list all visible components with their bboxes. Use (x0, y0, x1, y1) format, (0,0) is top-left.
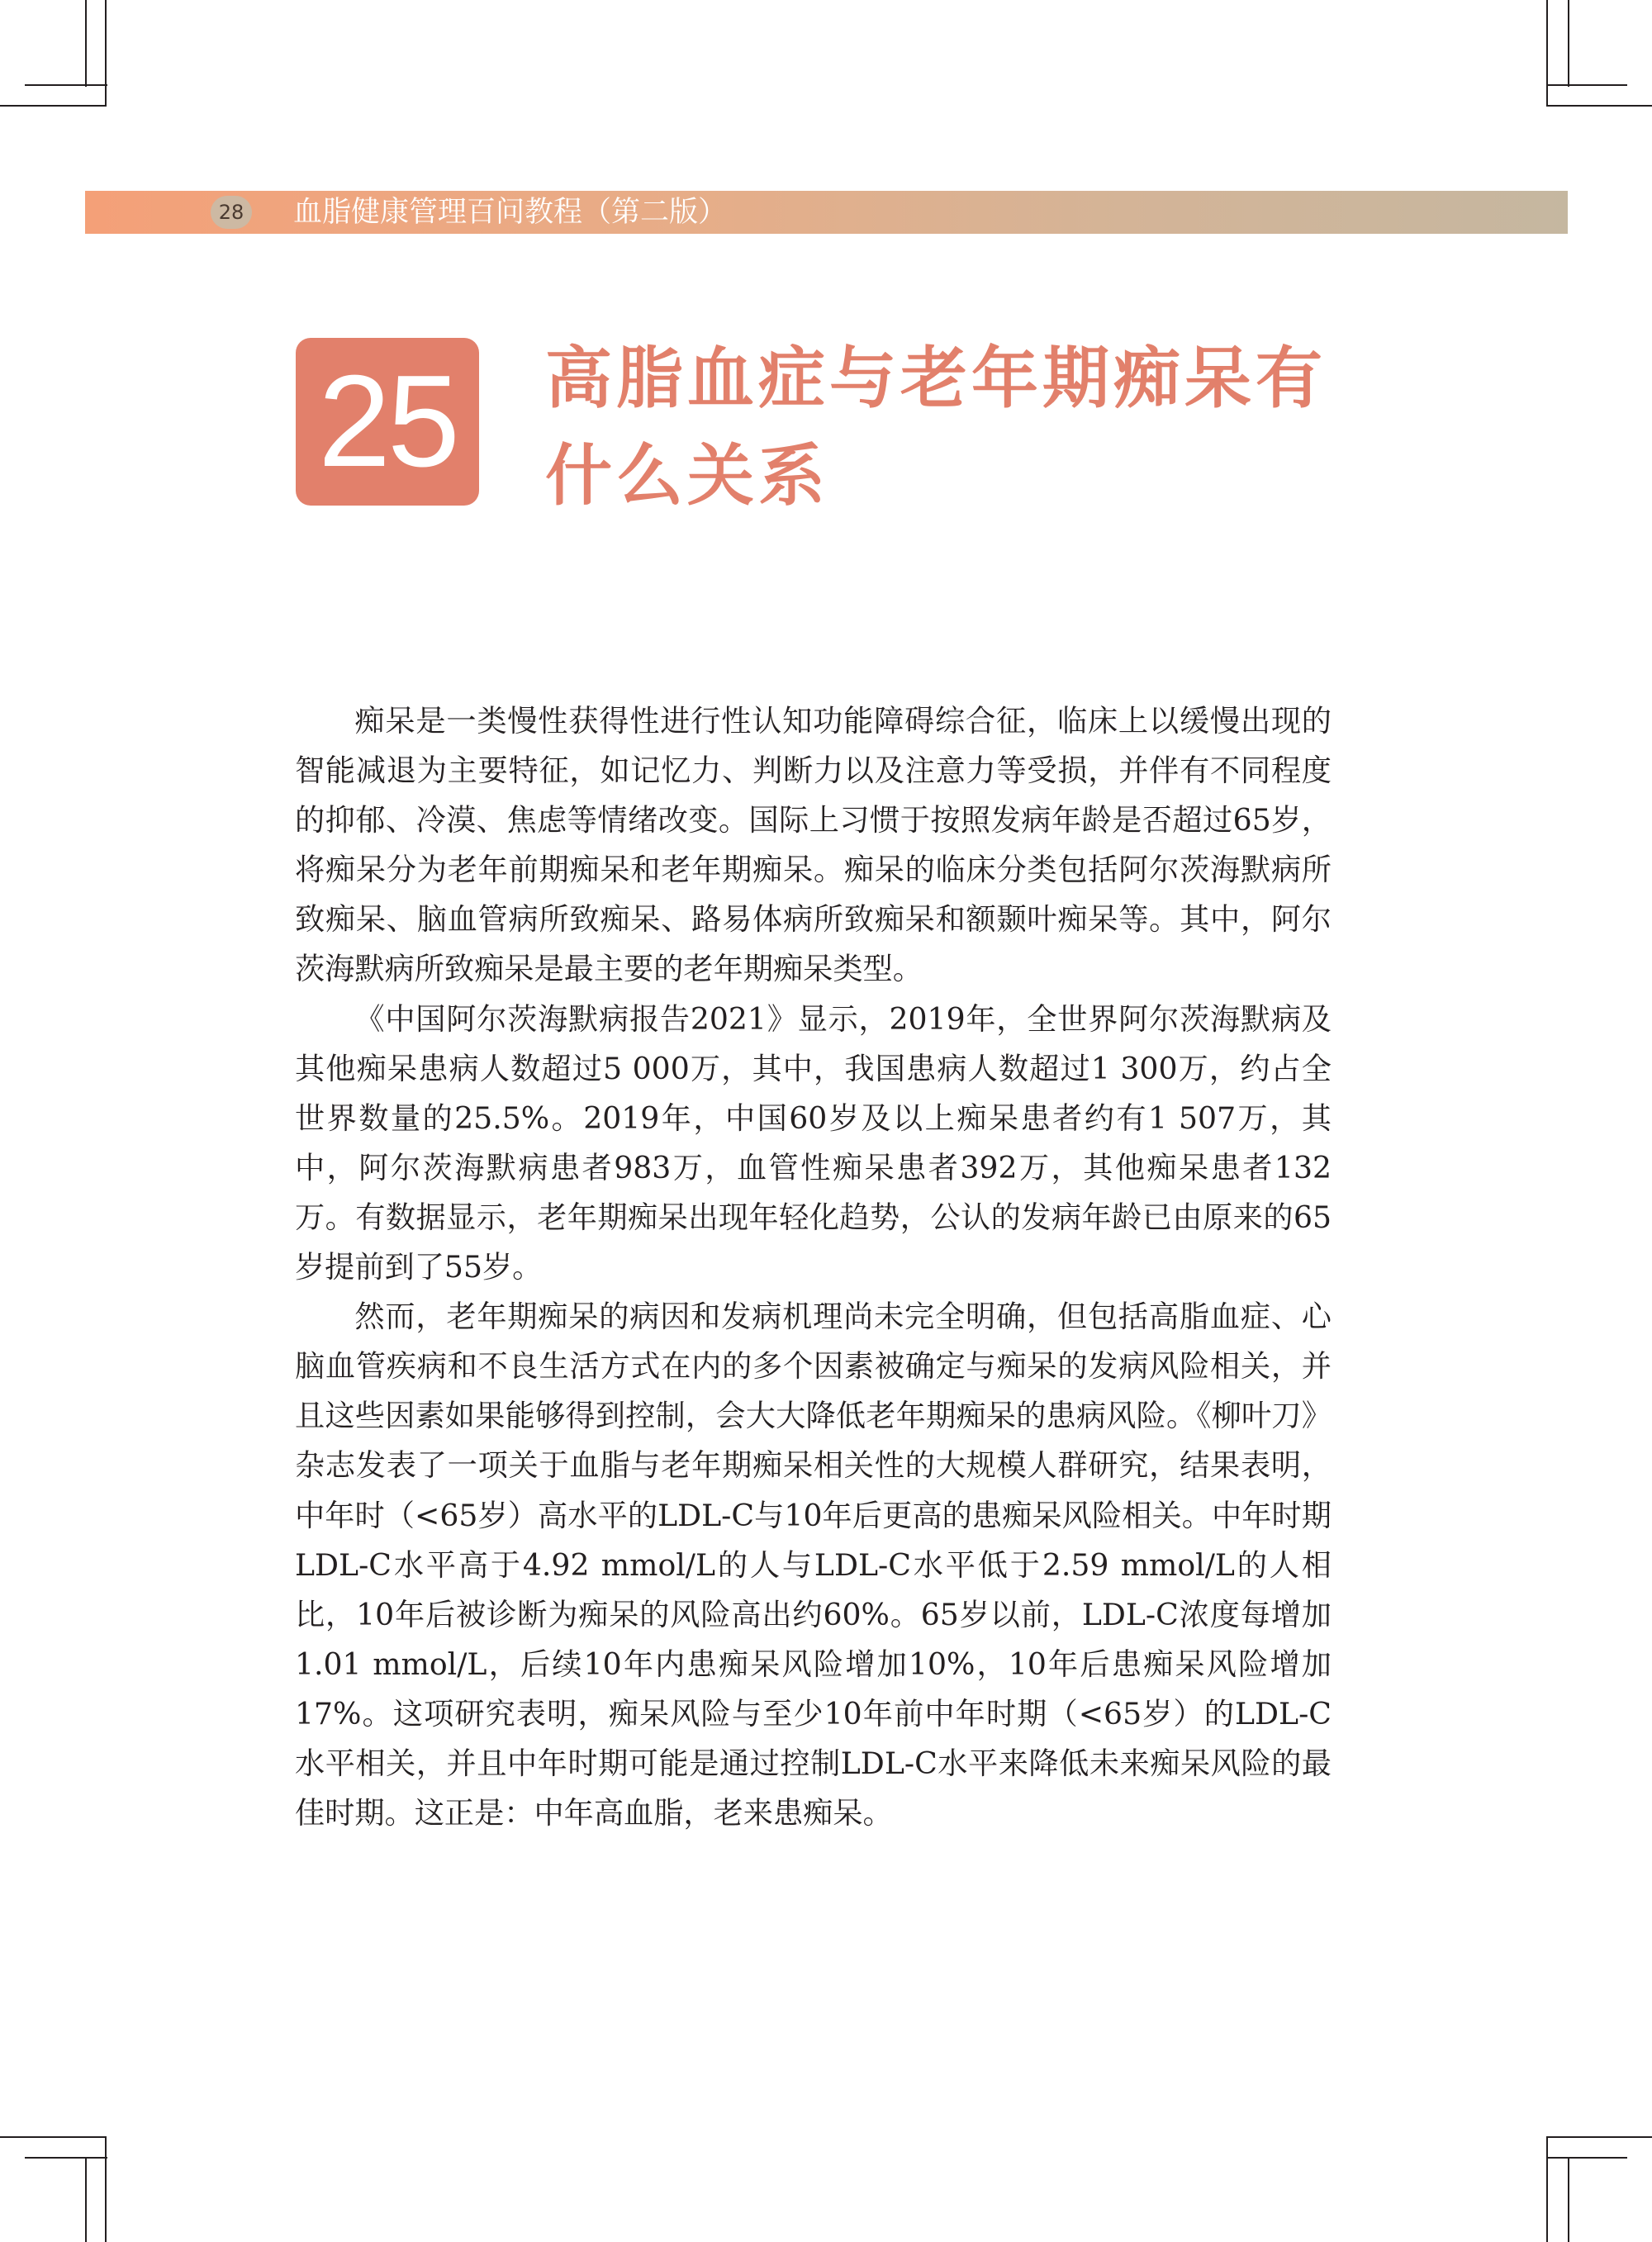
question-number-badge: 25 (296, 338, 479, 506)
crop-mark-top-left (25, 84, 107, 86)
book-title: 血脂健康管理百问教程（第二版） (293, 196, 728, 229)
paragraph: 《中国阿尔茨海默病报告2021》显示，2019年，全世界阿尔茨海默病及其他痴呆患病人数超过5 000万，其中，我国患病人数超过1 300万，约占全世界数量的25.5%。2019年，中国60岁及以上痴呆患者约有1 507万，其中，阿尔茨海默病患者983万，血管性痴呆患者392万，其他痴呆患者132万。有数据显示，老年期痴呆出现年轻化趋势，公认的发病年龄已由原来的65岁提前到了55岁。 (295, 1000, 1332, 1285)
crop-mark-top-left (0, 105, 105, 107)
crop-mark-top-left (85, 0, 87, 87)
crop-mark-bottom-right (1568, 2157, 1569, 2242)
paragraph: 然而，老年期痴呆的病因和发病机理尚未完全明确，但包括高脂血症、心脑血管疾病和不良生活方式在内的多个因素被确定与痴呆的发病风险相关，并且这些因素如果能够得到控制，会大大降低老年期痴呆的患病风险。《柳叶刀》杂志发表了一项关于血脂与老年期痴呆相关性的大规模人群研究，结果表明，中年时（<65岁）高水平的LDL-C与10年后更高的患痴呆风险相关。中年时期LDL-C水平高于4.92 mmol/L的人与LDL-C水平低于2.59 mmol/L的人相比，10年后被诊断为痴呆的风险高出约60%。65岁以前，LDL-C浓度每增加1.01 mmol/L，后续10年内患痴呆风险增加10%，10年后患痴呆风险增加17%。这项研究表明，痴呆风险与至少10年前中年时期（<65岁）的LDL-C水平相关，并且中年时期可能是通过控制LDL-C水平来降低未来痴呆风险的最佳时期。这正是：中年高血脂，老来患痴呆。 (295, 1299, 1332, 1831)
crop-mark-top-left (105, 0, 107, 107)
crop-mark-top-right (1548, 105, 1652, 107)
question-title: 高脂血症与老年期痴呆有什么关系 (545, 340, 1327, 515)
crop-mark-bottom-left (25, 2157, 107, 2159)
crop-mark-top-right (1568, 0, 1569, 87)
crop-mark-bottom-right (1546, 2157, 1627, 2159)
paragraph: 痴呆是一类慢性获得性进行性认知功能障碍综合征，临床上以缓慢出现的智能减退为主要特征，如记忆力、判断力以及注意力等受损，并伴有不同程度的抑郁、冷漠、焦虑等情绪改变。国际上习惯于按照发病年龄是否超过65岁，将痴呆分为老年前期痴呆和老年期痴呆。痴呆的临床分类包括阿尔茨海默病所致痴呆、脑血管病所致痴呆、路易体病所致痴呆和额颞叶痴呆等。其中，阿尔茨海默病所致痴呆是最主要的老年期痴呆类型。 (295, 703, 1332, 987)
page-number: 28 (211, 196, 252, 229)
crop-mark-bottom-right (1546, 2136, 1548, 2242)
crop-mark-top-right (1546, 84, 1627, 86)
crop-mark-bottom-right (1548, 2136, 1652, 2138)
crop-mark-top-right (1546, 0, 1548, 107)
crop-mark-bottom-left (85, 2157, 87, 2242)
crop-mark-bottom-left (105, 2136, 107, 2242)
crop-mark-bottom-left (0, 2136, 105, 2138)
body-text (295, 696, 1332, 1838)
